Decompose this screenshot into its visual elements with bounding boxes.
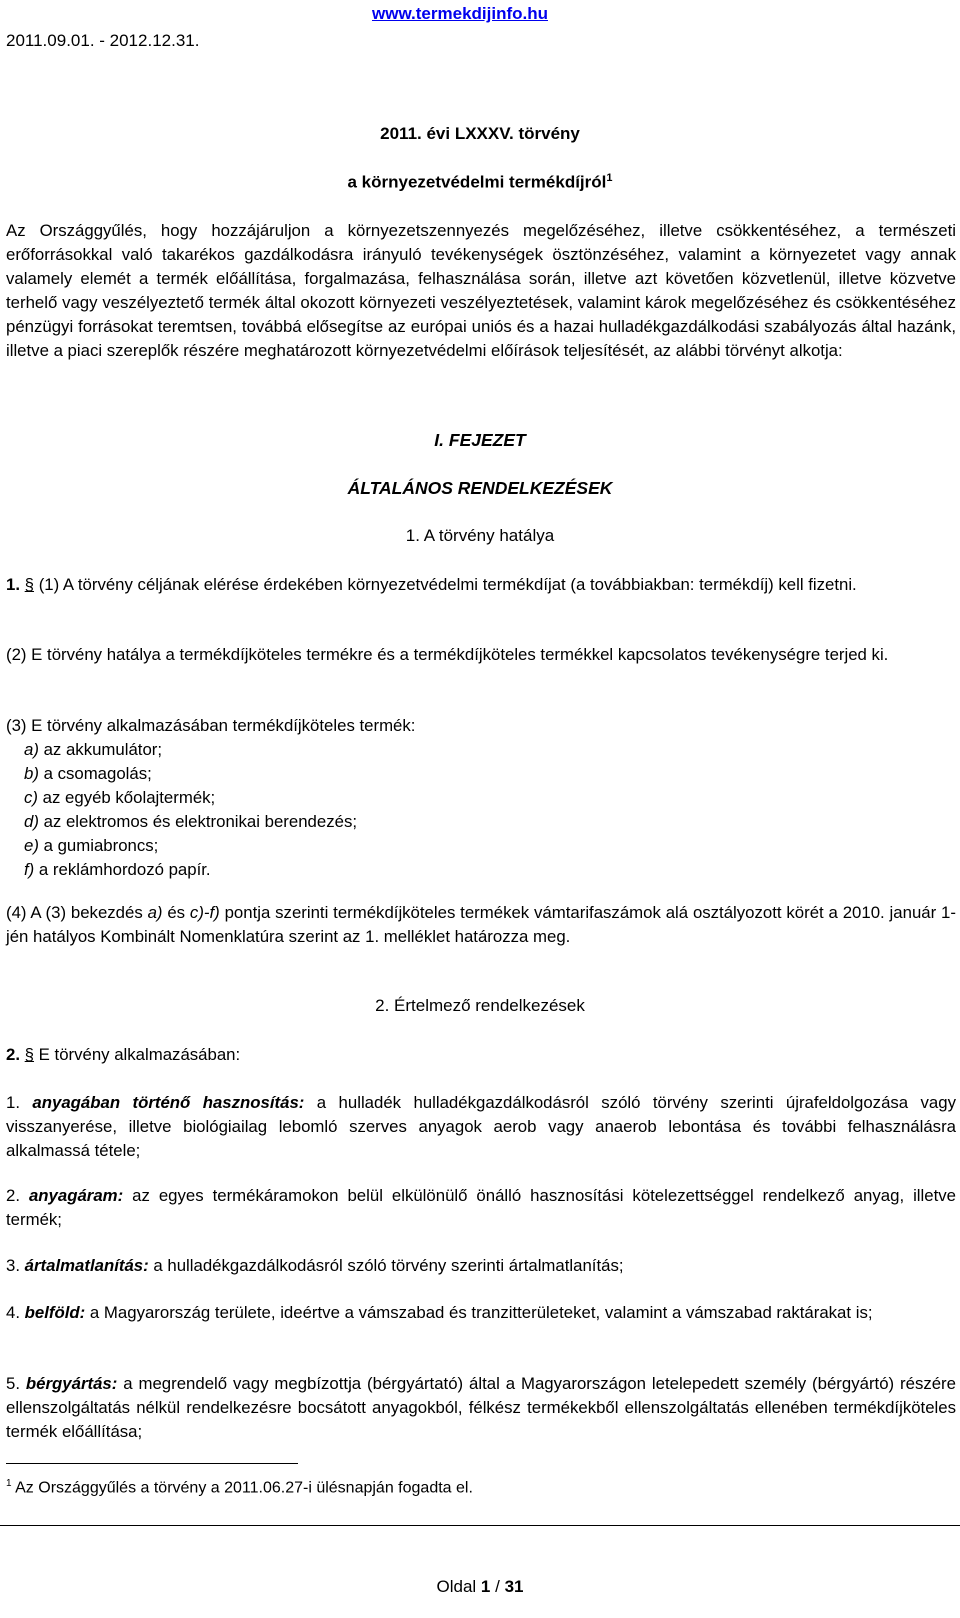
definition-term: anyagáram: <box>28 1186 124 1205</box>
section-heading-2: 2. Értelmező rendelkezések <box>375 996 585 1015</box>
footnote-separator <box>6 1463 298 1464</box>
s2-section-sign[interactable]: § <box>24 1045 35 1064</box>
page-number: Oldal 1 / 31 <box>436 1577 524 1596</box>
list-item: c) az egyéb kőolajtermék; <box>24 788 216 807</box>
definition-item: 3. ártalmatlanítás: a hulladékgazdálkodásról szóló törvény szerinti ártalmatlanítás; <box>6 1256 624 1275</box>
footnote: $^1$ Az Országgyűlés a törvény a 2011.06.27-i ülésnapján fogadta el. <box>6 1478 473 1497</box>
definition-item: 5. bérgyártás: a megrendelő vagy megbízottja (bérgyártató) által a Magyarországon letelepedett személy (bérgyártó) részére ellenszolgáltatás nélkül rendelkezésre bocsátott anyagokból, félkész termékekből ellenszolgáltatás ellenében termékdíjköteles termék előállítása; <box>6 1374 956 1441</box>
s1-paragraph-2: (2) E törvény hatálya a termékdíjköteles termékre és a termékdíjköteles termékkel kapcsolatos tevékenységre terjed ki. <box>6 645 889 664</box>
definition-term: ártalmatlanítás: <box>24 1256 149 1275</box>
definition-item: 2. anyagáram: az egyes termékáramokon belül elkülönülő önálló hasznosítási kötelezettséggel rendelkező anyag, illetve termék; <box>6 1186 956 1229</box>
definition-term: belföld: <box>24 1303 86 1322</box>
s2-intro: 2. § E törvény alkalmazásában: <box>6 1045 241 1064</box>
s1-product-list <box>24 738 357 882</box>
s1-paragraph-1: 1. § (1) A törvény céljának elérése érdekében környezetvédelmi termékdíjat (a továbbiakban: termékdíj) kell fizetni. <box>6 575 857 594</box>
list-item: b) a csomagolás; <box>24 764 152 783</box>
list-item: e) a gumiabroncs; <box>24 836 159 855</box>
list-item: f) a reklámhordozó papír. <box>24 860 211 879</box>
definition-item: 1. anyagában történő hasznosítás: a hulladék hulladékgazdálkodásról szóló törvény szerinti újrafeldolgozása vagy visszanyerése, illetve biológiailag lebomló szerves anyagok aerob vagy anaerob lebontása és további felhasználásra alkalmassá tétele; <box>6 1093 956 1160</box>
s1-number: 1. <box>6 575 20 594</box>
s1-section-sign[interactable]: § <box>24 575 35 594</box>
chapter-title: ÁLTALÁNOS RENDELKEZÉSEK <box>347 478 613 498</box>
law-title: 2011. évi LXXXV. törvény <box>380 124 580 143</box>
s1-paragraph-3: (3) E törvény alkalmazásában termékdíjköteles termék: <box>6 716 416 735</box>
definition-term: anyagában történő hasznosítás: <box>32 1093 305 1112</box>
definition-term: bérgyártás: <box>25 1374 118 1393</box>
header-website-link[interactable]: www.termekdijinfo.hu <box>372 4 548 23</box>
s2-number: 2. <box>6 1045 20 1064</box>
s1-paragraph-4: (4) A (3) bekezdés a) és c)-f) pontja szerinti termékdíjköteles termékek vámtarifaszámok alá osztályozott körét a 2010. január 1-jén hatályos Kombinált Nomenklatúra szerint az 1. melléklet határozza meg. <box>6 903 956 946</box>
chapter-number: I. FEJEZET <box>434 430 526 450</box>
header-date-range: 2011.09.01. - 2012.12.31. <box>6 31 200 50</box>
list-item: a) az akkumulátor; <box>24 740 163 759</box>
footnote-ref[interactable]: 1 <box>606 172 613 184</box>
section-heading-1: 1. A törvény hatálya <box>405 526 555 545</box>
definition-item: 4. belföld: a Magyarország területe, ideértve a vámszabad és tranzitterületeket, valamint a vámszabad raktárakat is; <box>6 1303 873 1322</box>
preamble: Az Országgyűlés, hogy hozzájáruljon a környezetszennyezés megelőzéséhez, illetve csökkentéséhez, a természeti erőforrásokkal való takarékos gazdálkodásra irányuló tevékenységek ösztönzéséhez, valamint a környezetet vagy annak valamely elemét a termék előállítása, forgalmazása, felhasználása során, illetve azt követően közvetlenül, illetve közvetve terhelő vagy veszélyeztető termék által okozott környezeti veszélyeztetések, valamint károk megelőzéséhez és csökkentéséhez pénzügyi forrásokat teremtsen, továbbá elősegítse az európai uniós és a hazai hulladékgazdálkodási szabályozás által hazánk, illetve a piaci szereplők részére meghatározott környezetvédelmi előírások teljesítését, az alábbi törvényt alkotja: <box>6 221 956 360</box>
list-item: d) az elektromos és elektronikai berendezés; <box>24 812 357 831</box>
footer-rule <box>0 1525 960 1526</box>
law-subtitle: a környezetvédelmi termékdíjról$^1$ <box>347 172 613 192</box>
